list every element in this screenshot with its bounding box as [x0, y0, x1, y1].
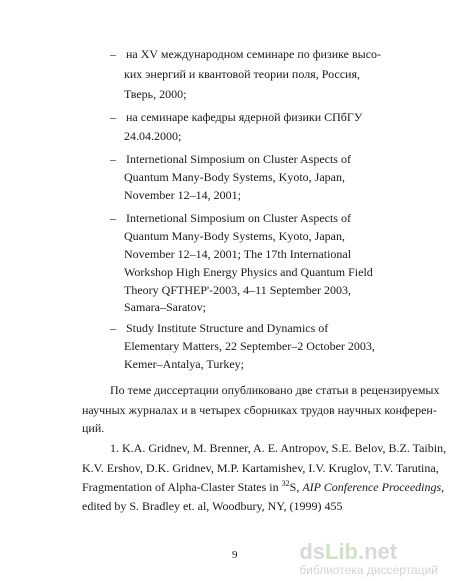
- item-line: Internetional Simposium on Cluster Aspects of: [126, 211, 351, 225]
- reference-line: edited by S. Bradley et. al, Woodbury, NY, (1999) 455: [82, 499, 343, 513]
- item-line: Elementary Matters, 22 September–2 October 2003,: [124, 339, 375, 353]
- watermark-subtitle: библиотека диссертаций: [299, 563, 438, 577]
- item-line: Kemer–Antalya, Turkey;: [124, 357, 244, 371]
- item-line: Samara–Saratov;: [124, 300, 206, 314]
- paragraph-line: научных журналах и в четырех сборниках трудов научных конферен-: [82, 403, 437, 417]
- reference-line: 1. K.A. Gridnev, M. Brenner, A. E. Antropov, S.E. Belov, B.Z. Taibin,: [110, 441, 447, 455]
- reference-line: Fragmentation of Alpha-Claster States in $^{32}$S, AIP Conference Proceedings,: [82, 479, 445, 494]
- item-line: 24.04.2000;: [124, 129, 182, 143]
- list-dash: –: [110, 47, 116, 61]
- item-line: на семинаре кафедры ядерной физики СПбГУ: [126, 110, 363, 124]
- paragraph-line: ций.: [82, 421, 105, 435]
- list-dash: –: [110, 152, 116, 166]
- paragraph-line: По теме диссертации опубликовано две статьи в рецензируемых: [110, 383, 440, 397]
- item-line: Тверь, 2000;: [124, 87, 187, 101]
- item-line: November 12–14, 2001; The 17th International: [124, 247, 352, 261]
- item-line: на XV международном семинаре по физике высо-: [126, 47, 382, 61]
- watermark-logo: dsLib.net: [299, 539, 398, 564]
- item-line: November 12–14, 2001;: [124, 188, 241, 202]
- journal-title: AIP Conference Proceedings: [302, 480, 442, 494]
- reference-line: K.V. Ershov, D.K. Gridnev, M.P. Kartamishev, I.V. Kruglov, T.V. Tarutina,: [82, 461, 439, 475]
- item-line: ких энергий и квантовой теории поля, Россия,: [124, 67, 360, 81]
- isotope-superscript: 32: [281, 479, 290, 488]
- list-dash: –: [110, 211, 116, 225]
- item-line: Quantum Many-Body Systems, Kyoto, Japan,: [124, 229, 345, 243]
- item-line: Theory QFTHEP'-2003, 4–11 September 2003,: [124, 283, 352, 297]
- item-line: Quantum Many-Body Systems, Kyoto, Japan,: [124, 170, 345, 184]
- page-number: 9: [232, 549, 238, 561]
- list-dash: –: [110, 110, 116, 124]
- list-dash: –: [110, 321, 116, 335]
- item-line: Workshop High Energy Physics and Quantum Field: [124, 265, 373, 279]
- item-line: Internetional Simposium on Cluster Aspects of: [126, 152, 351, 166]
- item-line: Study Institute Structure and Dynamics of: [126, 321, 329, 335]
- watermark: [299, 541, 438, 577]
